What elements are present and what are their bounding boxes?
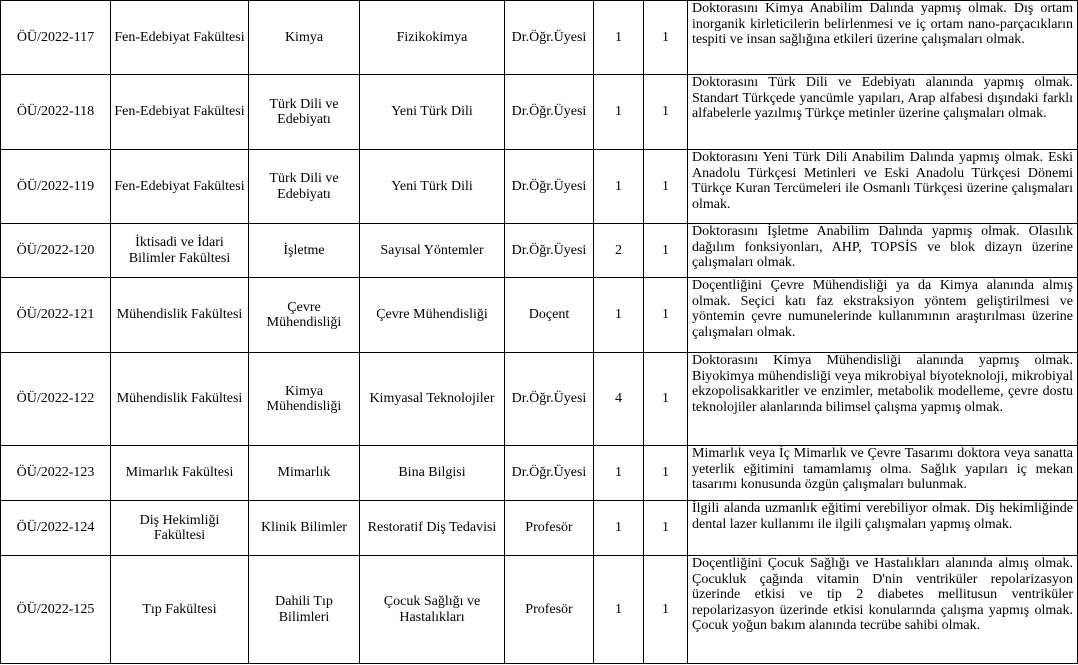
program-cell: Bina Bilgisi [360, 446, 505, 501]
title-cell: Profesör [505, 501, 594, 556]
faculty-cell: Mühendislik Fakültesi [111, 353, 249, 446]
quota-cell: 1 [644, 353, 688, 446]
requirement-cell: Doktorasını Türk Dili ve Edebiyatı alanında yapmış olmak. Standart Türkçede yancümle yapıları, Arap alfabesi dışındaki farklı alfabelerle yazılmış Türkçe metinler üzerine çalışmaları olmak. [688, 75, 1078, 150]
quota-cell: 1 [644, 224, 688, 278]
requirement-cell: Doçentliğini Çocuk Sağlığı ve Hastalıkları alanında almış olmak. Çocukluk çağında vitamin D'nin ventriküler repolarizasyon üzerinde etkisi ve tip 2 diabetes mellitusun ventriküler repolarizasyon üzerinde etkisi konularında çalışma yapmış olmak. Çocuk yoğun bakım alanında tecrübe sahibi olmak. [688, 556, 1078, 664]
code-cell: ÖÜ/2022-123 [1, 446, 111, 501]
count-cell: 1 [594, 75, 644, 150]
faculty-cell: Mühendislik Fakültesi [111, 278, 249, 353]
count-cell: 1 [594, 446, 644, 501]
quota-cell: 1 [644, 446, 688, 501]
title-cell: Dr.Öğr.Üyesi [505, 1, 594, 75]
count-cell: 1 [594, 278, 644, 353]
title-cell: Profesör [505, 556, 594, 664]
program-cell: Çocuk Sağlığı ve Hastalıkları [360, 556, 505, 664]
department-cell: Dahili Tıp Bilimleri [249, 556, 360, 664]
program-cell: Restoratif Diş Tedavisi [360, 501, 505, 556]
department-cell: Türk Dili ve Edebiyatı [249, 75, 360, 150]
code-cell: ÖÜ/2022-124 [1, 501, 111, 556]
requirement-cell: Doktorasını Kimya Mühendisliği alanında yapmış olmak. Biyokimya mühendisliği veya mikrobiyal biyoteknoloji, mikrobiyal ekzopolisakkaritler ve enzimler, metabolik modelleme, çevre dostu teknolojiler alanlarında bilimsel çalışma yapmış olmak. [688, 353, 1078, 446]
department-cell: Çevre Mühendisliği [249, 278, 360, 353]
department-cell: Kimya [249, 1, 360, 75]
requirement-cell: Doktorasını İşletme Anabilim Dalında yapmış olmak. Olasılık dağılım fonksiyonları, AHP, TOPSİS ve blok dizayn üzerine çalışmaları olmak. [688, 224, 1078, 278]
requirement-cell: Mimarlık veya İç Mimarlık ve Çevre Tasarımı doktora veya sanatta yeterlik eğitimini tamamlamış olma. Sağlık yapıları iç mekan tasarımı konusunda özgün çalışmaları bulunmak. [688, 446, 1078, 501]
title-cell: Dr.Öğr.Üyesi [505, 150, 594, 224]
table-row [1, 1, 1078, 75]
title-cell: Doçent [505, 278, 594, 353]
requirement-cell: Doçentliğini Çevre Mühendisliği ya da Kimya alanında almış olmak. Seçici katı faz ekstraksiyon yöntem geliştirilmesi ve yöntemin çevre numunelerinde kullanımının araştırılması üzerine çalışmaları olmak. [688, 278, 1078, 353]
count-cell: 1 [594, 556, 644, 664]
program-cell: Yeni Türk Dili [360, 150, 505, 224]
title-cell: Dr.Öğr.Üyesi [505, 224, 594, 278]
requirement-cell: Doktorasını Kimya Anabilim Dalında yapmış olmak. Dış ortam inorganik kirleticilerin belirlenmesi ve iç ortam nano-parçacıkların tespiti ve insan sağlığına etkileri üzerine çalışmaları olmak. [688, 1, 1078, 75]
department-cell: Mimarlık [249, 446, 360, 501]
table-row [1, 446, 1078, 501]
title-cell: Dr.Öğr.Üyesi [505, 75, 594, 150]
title-cell: Dr.Öğr.Üyesi [505, 353, 594, 446]
code-cell: ÖÜ/2022-120 [1, 224, 111, 278]
faculty-cell: Fen-Edebiyat Fakültesi [111, 75, 249, 150]
department-cell: Klinik Bilimler [249, 501, 360, 556]
department-cell: Kimya Mühendisliği [249, 353, 360, 446]
faculty-cell: Mimarlık Fakültesi [111, 446, 249, 501]
program-cell: Fizikokimya [360, 1, 505, 75]
faculty-cell: İktisadi ve İdari Bilimler Fakültesi [111, 224, 249, 278]
count-cell: 2 [594, 224, 644, 278]
quota-cell: 1 [644, 150, 688, 224]
table-row [1, 353, 1078, 446]
code-cell: ÖÜ/2022-117 [1, 1, 111, 75]
faculty-cell: Fen-Edebiyat Fakültesi [111, 150, 249, 224]
department-cell: İşletme [249, 224, 360, 278]
requirement-cell: Doktorasını Yeni Türk Dili Anabilim Dalında yapmış olmak. Eski Anadolu Türkçesi Metinleri ve Eski Anadolu Türkçesi Dönemi Türkçe Kuran Tercümeleri ile Osmanlı Türkçesi üzerine çalışmaları olmak. [688, 150, 1078, 224]
table-row [1, 556, 1078, 664]
code-cell: ÖÜ/2022-119 [1, 150, 111, 224]
program-cell: Kimyasal Teknolojiler [360, 353, 505, 446]
program-cell: Sayısal Yöntemler [360, 224, 505, 278]
code-cell: ÖÜ/2022-125 [1, 556, 111, 664]
table-row [1, 75, 1078, 150]
department-cell: Türk Dili ve Edebiyatı [249, 150, 360, 224]
count-cell: 4 [594, 353, 644, 446]
title-cell: Dr.Öğr.Üyesi [505, 446, 594, 501]
table-row [1, 224, 1078, 278]
count-cell: 1 [594, 501, 644, 556]
code-cell: ÖÜ/2022-121 [1, 278, 111, 353]
faculty-cell: Tıp Fakültesi [111, 556, 249, 664]
quota-cell: 1 [644, 1, 688, 75]
quota-cell: 1 [644, 556, 688, 664]
program-cell: Çevre Mühendisliği [360, 278, 505, 353]
count-cell: 1 [594, 1, 644, 75]
faculty-cell: Fen-Edebiyat Fakültesi [111, 1, 249, 75]
requirement-cell: İlgili alanda uzmanlık eğitimi verebiliyor olmak. Diş hekimliğinde dental lazer kullanımı ile ilgili çalışmaları yapmış olmak. [688, 501, 1078, 556]
quota-cell: 1 [644, 278, 688, 353]
table-row [1, 150, 1078, 224]
quota-cell: 1 [644, 501, 688, 556]
code-cell: ÖÜ/2022-122 [1, 353, 111, 446]
table-row [1, 501, 1078, 556]
quota-cell: 1 [644, 75, 688, 150]
faculty-cell: Diş Hekimliği Fakültesi [111, 501, 249, 556]
program-cell: Yeni Türk Dili [360, 75, 505, 150]
positions-table-body [1, 1, 1078, 664]
count-cell: 1 [594, 150, 644, 224]
table-row [1, 278, 1078, 353]
code-cell: ÖÜ/2022-118 [1, 75, 111, 150]
